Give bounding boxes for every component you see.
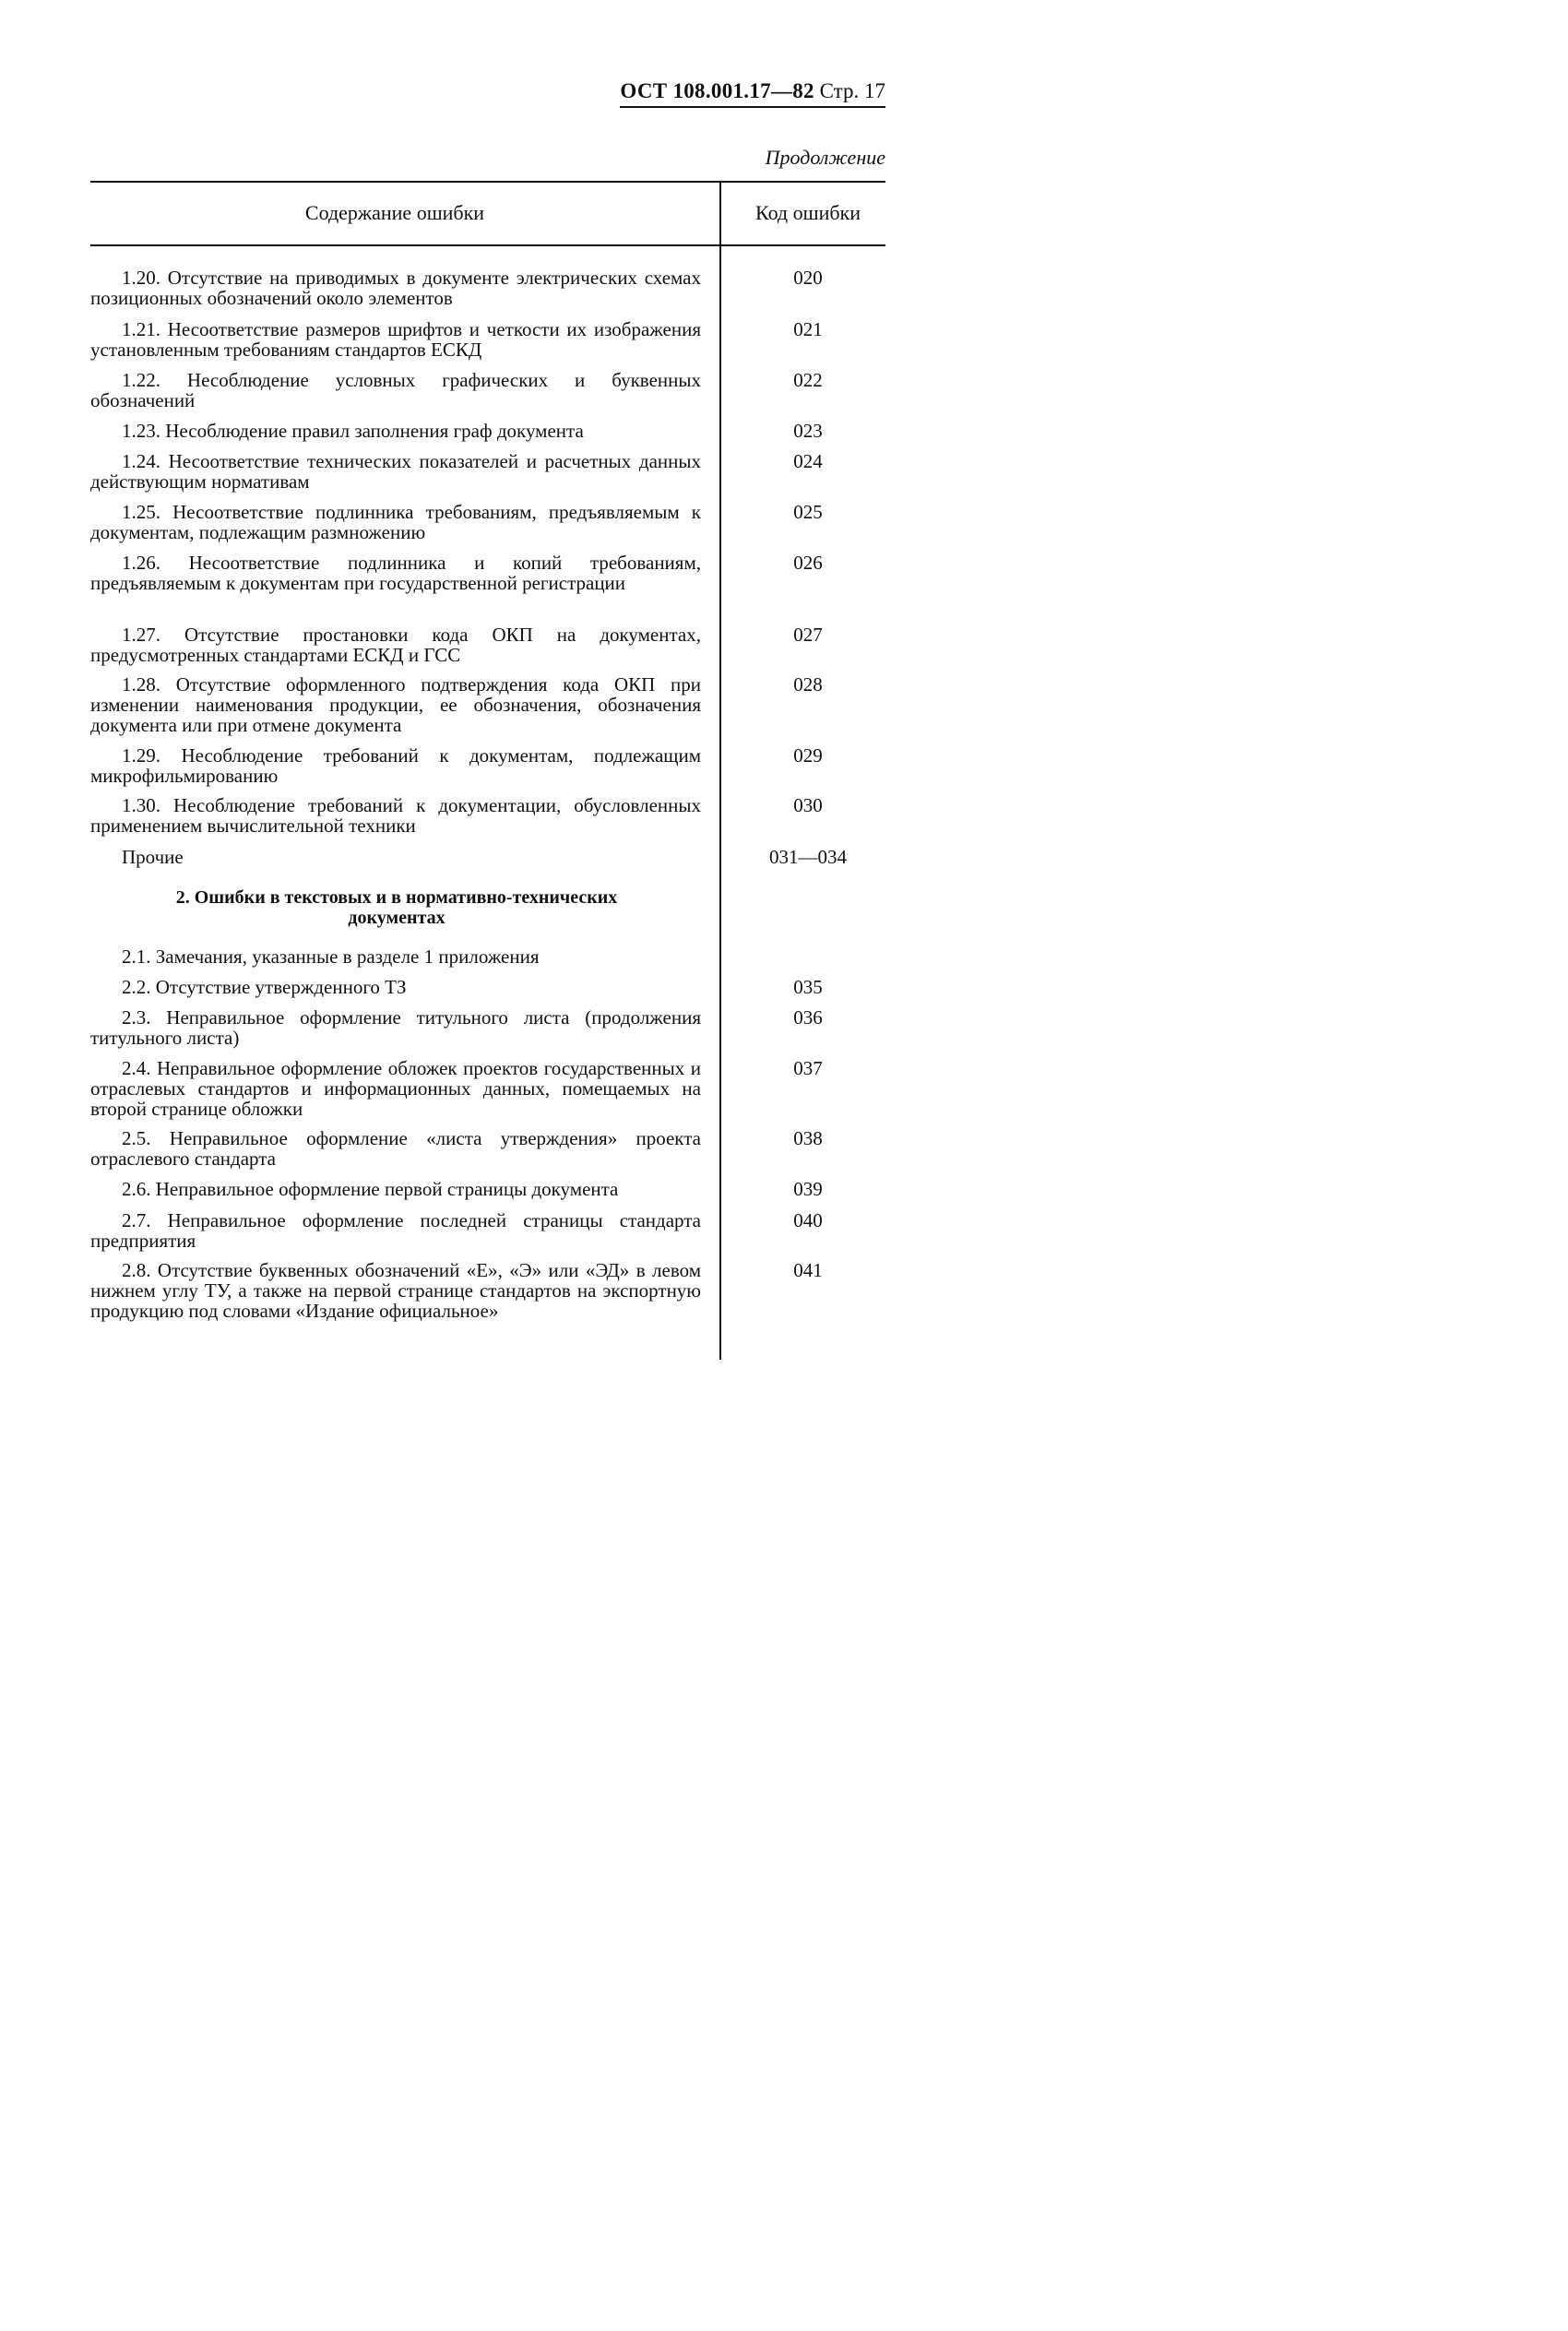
error-code: 037 (793, 1057, 823, 1079)
error-code: 039 (793, 1178, 823, 1200)
error-description: 2.2. Отсутствие утвержденного ТЗ (122, 976, 407, 998)
error-code: 036 (793, 1006, 823, 1029)
column-header-content: Содержание ошибки (304, 201, 485, 224)
section-heading: 2. Ошибки в текстовых и в нормативно-технических документах (175, 887, 618, 928)
table-row (90, 1260, 885, 1321)
error-description: 2.8. Отсутствие буквенных обозначений «Е», «Э» или «ЭД» в левом нижнем углу ТУ, а также на первой странице стандартов на экспортную продукцию под словами «Издание официальное» (90, 1259, 701, 1322)
table-row (90, 977, 885, 997)
error-description: 2.1. Замечания, указанные в разделе 1 приложения (122, 945, 540, 968)
error-description: Прочие (122, 846, 184, 868)
error-code: 031—034 (769, 846, 847, 868)
table-top-rule (90, 181, 885, 183)
error-description: 1.27. Отсутствие простановки кода ОКП на документах, предусмотренных стандартами ЕСКД и ГСС (90, 624, 701, 666)
table-row (90, 1179, 885, 1199)
error-description: 1.30. Несоблюдение требований к документации, обусловленных применением вычислительной техники (90, 794, 701, 837)
error-code: 035 (793, 976, 823, 998)
error-description: 1.23. Несоблюдение правил заполнения граф документа (122, 420, 584, 442)
table-row (90, 553, 885, 593)
running-header (620, 79, 885, 108)
error-description: 2.4. Неправильное оформление обложек проектов государственных и отраслевых стандартов и информационных данных, помещаемых на второй странице обложки (90, 1057, 701, 1120)
table-row (90, 674, 885, 735)
table-row (90, 1058, 885, 1119)
error-code: 028 (793, 673, 823, 696)
error-description: 2.7. Неправильное оформление последней страницы стандарта предприятия (90, 1209, 701, 1252)
error-description: 1.24. Несоответствие технических показателей и расчетных данных действующим нормативам (90, 450, 701, 493)
table-row (90, 319, 885, 360)
document-code: ОСТ 108.001.17—82 (620, 79, 814, 102)
error-code: 030 (793, 794, 823, 816)
table-row (90, 370, 885, 410)
continuation-label: Продолжение (765, 146, 885, 169)
error-code: 022 (793, 369, 823, 391)
table-header-rule (90, 244, 885, 246)
table-row (90, 946, 885, 967)
error-description: 1.26. Несоответствие подлинника и копий требованиям, предъявляемым к документам при государственной регистрации (90, 552, 701, 594)
table-row (90, 421, 885, 441)
error-description: 2.5. Неправильное оформление «листа утверждения» проекта отраслевого стандарта (90, 1127, 701, 1170)
table-row (90, 502, 885, 542)
error-description: 1.20. Отсутствие на приводимых в документе электрических схемах позиционных обозначений около элементов (90, 267, 701, 309)
error-code: 024 (793, 450, 823, 472)
error-code: 021 (793, 318, 823, 340)
error-description: 1.21. Несоответствие размеров шрифтов и четкости их изображения установленным требованиям стандартов ЕСКД (90, 318, 701, 361)
table-row (90, 1210, 885, 1251)
table-row (90, 847, 885, 867)
error-code: 023 (793, 420, 823, 442)
error-code: 026 (793, 552, 823, 574)
error-code: 038 (793, 1127, 823, 1149)
error-code: 029 (793, 744, 823, 767)
error-code: 040 (793, 1209, 823, 1231)
page-number: Стр. 17 (819, 79, 885, 102)
column-header-code: Код ошибки (754, 201, 861, 224)
table-row (90, 268, 885, 308)
table-row (90, 1007, 885, 1048)
error-description: 1.28. Отсутствие оформленного подтверждения кода ОКП при изменении наименования продукции, ее обозначения, обозначения документа или при отмене документа (90, 673, 701, 736)
error-code: 027 (793, 624, 823, 646)
table-row (90, 1128, 885, 1169)
error-description: 1.25. Несоответствие подлинника требованиям, предъявляемым к документам, подлежащим размножению (90, 501, 701, 543)
error-description: 1.29. Несоблюдение требований к документам, подлежащим микрофильмированию (90, 744, 701, 787)
error-description: 2.3. Неправильное оформление титульного листа (продолжения титульного листа) (90, 1006, 701, 1049)
error-description: 2.6. Неправильное оформление первой страницы документа (122, 1178, 619, 1200)
error-code: 041 (793, 1259, 823, 1281)
table-row (90, 795, 885, 836)
table-row (90, 624, 885, 665)
error-code: 020 (793, 267, 823, 289)
table-row (90, 745, 885, 786)
error-code: 025 (793, 501, 823, 523)
error-description: 1.22. Несоблюдение условных графических и буквенных обозначений (90, 369, 701, 411)
table-row (90, 451, 885, 492)
